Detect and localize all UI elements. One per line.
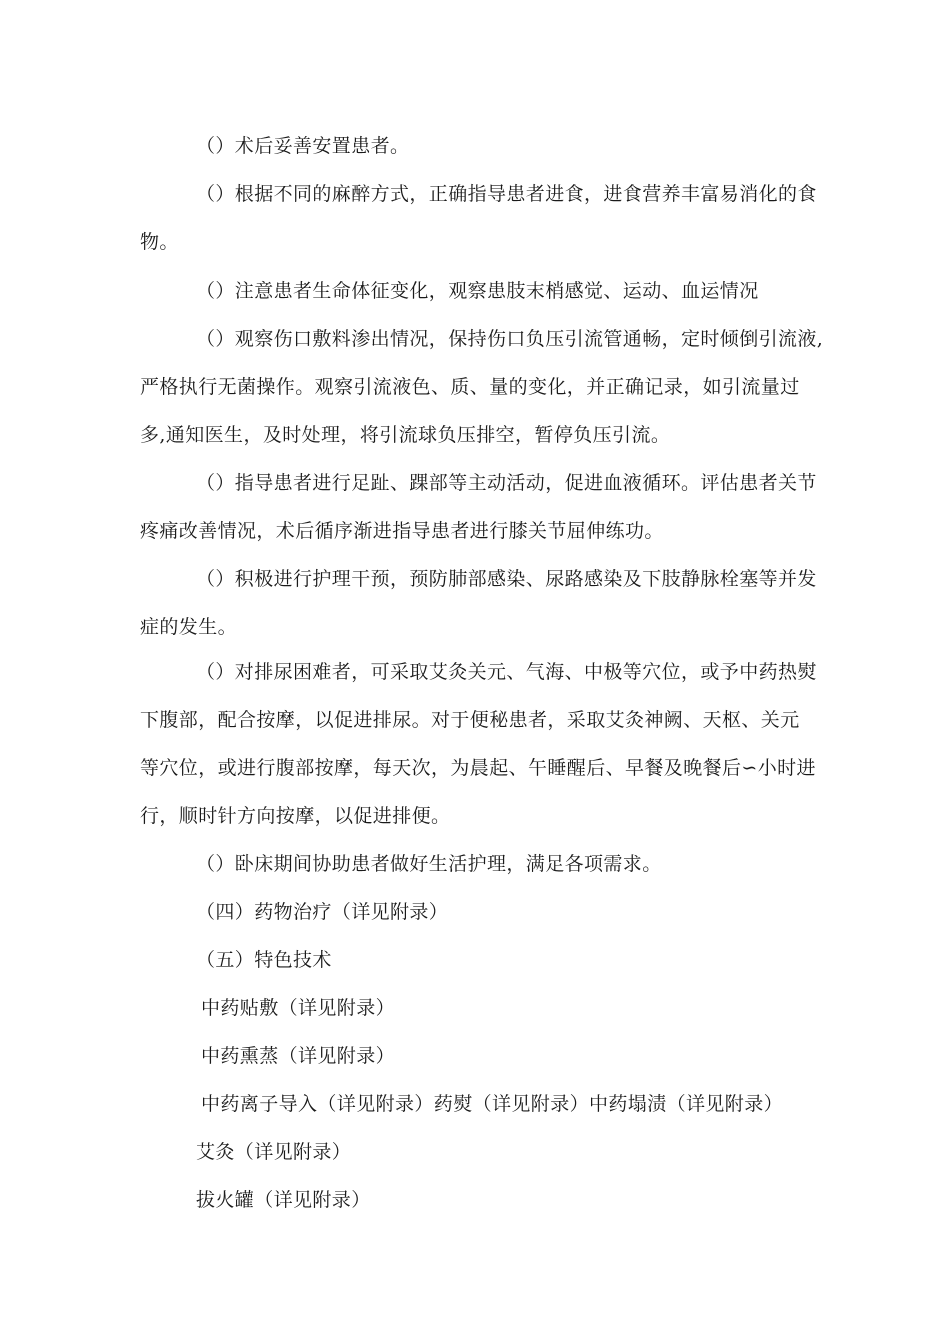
text-line: 行，顺时针方向按摩，以促进排便。 [140, 805, 451, 827]
section-heading: （四）药物治疗（详见附录） [196, 901, 449, 923]
text-line: 物。 [140, 231, 179, 253]
text-line: （）观察伤口敷料渗出情况，保持伤口负压引流管通畅，定时倾倒引流液, [196, 328, 824, 350]
text-line: （）对排尿困难者，可采取艾灸关元、气海、中极等穴位，或予中药热熨 [196, 661, 817, 683]
text-line: （）根据不同的麻醉方式，正确指导患者进食，进食营养丰富易消化的食 [196, 183, 817, 205]
technique-item: 中药贴敷（详见附录） [201, 997, 396, 1019]
text-line: 下腹部，配合按摩，以促进排尿。对于便秘患者，采取艾灸神阙、天枢、关元 [140, 709, 800, 731]
text-line: 疼痛改善情况，术后循序渐进指导患者进行膝关节屈伸练功。 [140, 520, 664, 542]
text-line: （）注意患者生命体征变化，观察患肢末梢感觉、运动、血运情况 [196, 280, 759, 302]
technique-item: 中药离子导入（详见附录）药熨（详见附录）中药塌渍（详见附录） [201, 1093, 784, 1115]
technique-item: 中药熏蒸（详见附录） [201, 1045, 396, 1067]
text-line: 多,通知医生，及时处理，将引流球负压排空，暂停负压引流。 [140, 424, 671, 446]
text-line: 症的发生。 [140, 616, 238, 638]
text-line: （）积极进行护理干预，预防肺部感染、尿路感染及下肢静脉栓塞等并发 [196, 568, 817, 590]
text-line: （）卧床期间协助患者做好生活护理，满足各项需求。 [196, 853, 662, 875]
technique-item: 拔火罐（详见附录） [196, 1189, 371, 1211]
text-line: （）术后妥善安置患者。 [196, 135, 410, 157]
text-line: 严格执行无菌操作。观察引流液色、质、量的变化，并正确记录，如引流量过 [140, 376, 800, 398]
section-heading: （五）特色技术 [196, 949, 332, 971]
text-line: （）指导患者进行足趾、踝部等主动活动，促进血液循环。评估患者关节 [196, 472, 817, 494]
technique-item: 艾灸（详见附录） [196, 1141, 352, 1163]
text-line: 等穴位，或进行腹部按摩，每天次，为晨起、午睡醒后、早餐及晚餐后∽小时进 [140, 757, 816, 779]
